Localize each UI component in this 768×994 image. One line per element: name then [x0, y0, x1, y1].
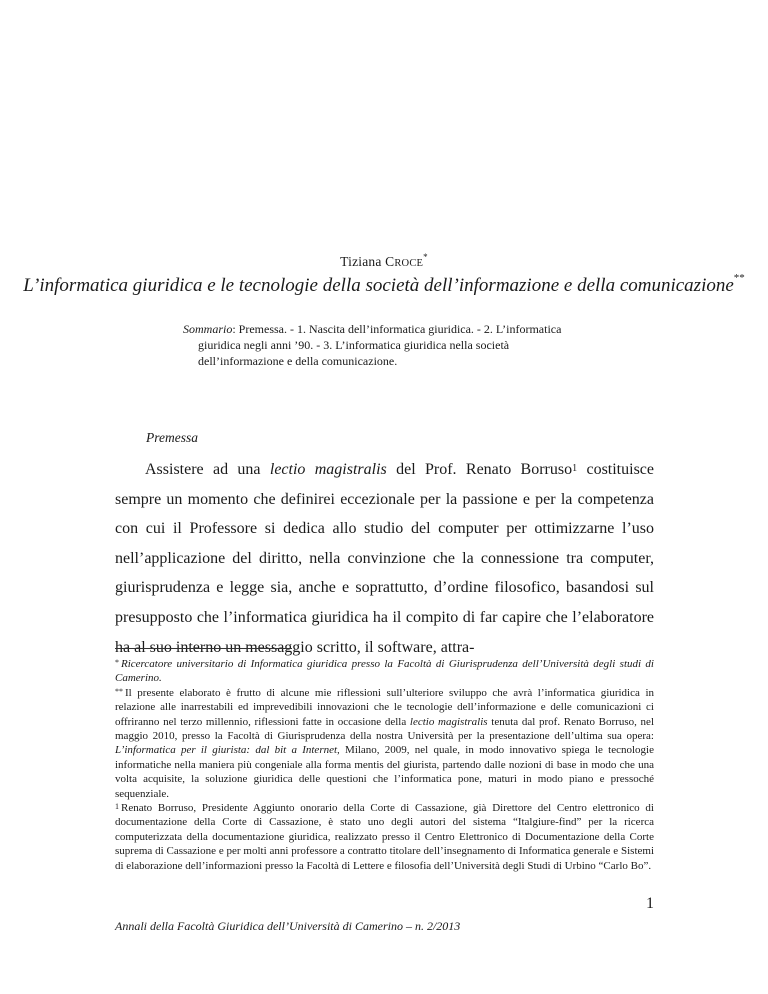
footnotes — [115, 657, 654, 873]
title-footnote-marker: ** — [733, 272, 745, 284]
summary-line: giuridica negli anni ’90. - 3. L’informatica giuridica nella società — [198, 338, 510, 352]
footnote: ** Il presente elaborato è frutto di alcune mie riflessioni sull’ulteriore sviluppo che avrà l’informatica giuridica in relazione alle inarrestabili ed imprevedibili innovazioni che le tecnologie dell’informazione e delle comunicazioni ci offriranno nel terzo millennio, riflessioni fatte in occasione della lectio magistralis tenuta dal prof. Renato Borruso, nel maggio 2010, presso la Facoltà di Giurisprudenza della nostra Università per la presentazione dell’ultima sua opera: L’informatica per il giurista: dal bit a Internet, Milano, 2009, nel quale, in modo innovativo spiega le tecnologie informatiche nella maniera più congeniale alla forma mentis del giurista, partendo dalle nozioni di base in modo che una volta acquisite, la soluzione giuridica delle questioni che l’informatica pone, maturi in modo piano e pressoché sequenziale. — [115, 686, 654, 800]
summary-label: Sommario — [183, 322, 233, 336]
body-text: Assistere ad una lectio magistralis del Prof. Renato Borruso$^1$ costituisce sempre un momento che definirei eccezionale per la passione e per la competenza con cui il Professore si dedica allo studio del computer per ottimizzarne l’uso nell’applicazione del diritto, nella convinzione che la connessione tra computer, giurisprudenza e legge sia, anche e soprattutto, d’ordine filosofico, basandosi sul presupposto che l’informatica giuridica ha il compito di far capire che l’elaboratore ha al suo interno un messaggio scritto, il software, attra- — [115, 461, 655, 656]
author-name: Tiziana CROCE* — [340, 252, 428, 269]
article-title: L’informatica giuridica e le tecnologie della società dell’informazione e della comunicazione** — [23, 272, 745, 296]
author-footnote-marker: * — [423, 252, 428, 262]
running-footer: Annali della Facoltà Giuridica dell’Università di Camerino – n. 2/2013 — [115, 919, 461, 933]
summary: Sommario: Premessa. - 1. Nascita dell’informatica giuridica. - 2. L’informatica giuridica negli anni ’90. - 3. L’informatica giuridica nella società dell’informazione e della comunicazione. — [183, 321, 615, 369]
footnote-separator — [115, 648, 292, 649]
footnote: $^1$ Renato Borruso, Presidente Aggiunto onorario della Corte di Cassazione, già Direttore del Centro elettronico di documentazione della Corte di Cassazione, è stato uno degli autori del sistema “Italgiure-find” per la ricerca computerizzata della documentazione giuridica, realizzato presso il Centro Elettronico di Documentazione della Corte suprema di Cassazione e per molti anni professore a contratto titolare dell’insegnamento di Informatica generale e Sistemi di elaborazione dell’informazioni presso la Facoltà di Lettere e filosofia dell’Università degli Studi di Urbino “Carlo Bo”. — [115, 802, 654, 872]
summary-line: dell’informazione e della comunicazione. — [198, 354, 398, 368]
footnote: * Ricercatore universitario di Informatica giuridica presso la Facoltà di Giurisprudenza dell’Università degli studi di Camerino. — [115, 658, 654, 685]
page-number: 1 — [646, 895, 654, 912]
footnote-ref: 1 — [572, 463, 578, 474]
section-heading: Premessa — [146, 430, 198, 445]
